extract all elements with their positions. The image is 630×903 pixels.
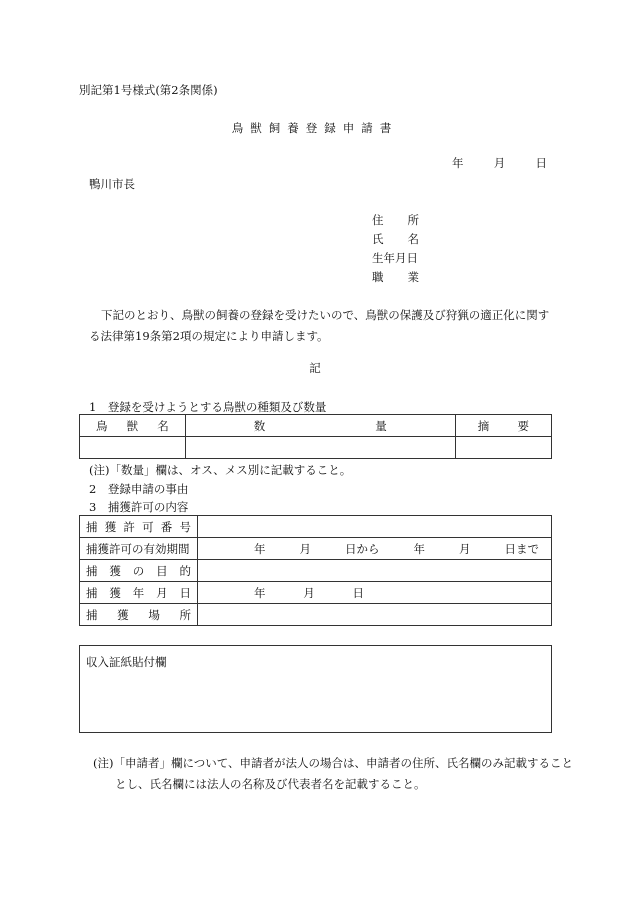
species-cell[interactable] xyxy=(80,437,186,459)
intro-paragraph: 下記のとおり、鳥獣の飼養の登録を受けたいので、鳥獣の保護及び狩猟の適正化に関する法律第19条第2項の規定により申請します。 xyxy=(89,308,550,343)
section-3-heading: 3 捕獲許可の内容 xyxy=(89,500,189,514)
validity-cell[interactable]: 年 月 日から 年 月 日まで xyxy=(198,538,552,560)
section-1-heading: 1 登録を受けようとする鳥獣の種類及び数量 xyxy=(89,400,327,414)
remarks-header: 摘 要 xyxy=(455,415,551,437)
section-2-heading: 2 登録申請の事由 xyxy=(89,482,189,496)
species-header: 鳥 獣 名 xyxy=(80,415,186,437)
date-month: 月 xyxy=(493,156,506,170)
capture-permit-table xyxy=(79,515,552,626)
document-title: 鳥獣飼養登録申請書 xyxy=(231,121,399,135)
revenue-stamp-box xyxy=(79,645,552,733)
capture-place-label: 捕 獲 場 所 xyxy=(80,604,198,626)
form-number-label: 別記第1号様式(第2条関係) xyxy=(79,83,218,97)
purpose-label: 捕 獲 の 目 的 xyxy=(80,560,198,582)
table-row xyxy=(80,582,552,604)
quantity-cell[interactable] xyxy=(185,437,455,459)
table-header-row xyxy=(80,415,552,437)
purpose-cell[interactable] xyxy=(198,560,552,582)
applicant-address-label: 住 所 xyxy=(372,213,419,227)
table-row xyxy=(80,538,552,560)
application-date xyxy=(452,155,547,171)
table-row xyxy=(80,560,552,582)
table-row xyxy=(80,604,552,626)
permit-number-cell[interactable] xyxy=(198,516,552,538)
capture-date-cell[interactable]: 年 月 日 xyxy=(198,582,552,604)
addressee: 鴨川市長 xyxy=(89,177,135,191)
quantity-note: (注)「数量」欄は、オス、メス別に記載すること。 xyxy=(89,463,352,477)
date-day: 日 xyxy=(535,156,547,170)
table-row xyxy=(80,516,552,538)
applicant-fields xyxy=(372,211,419,287)
applicant-occupation-label: 職 業 xyxy=(372,270,419,284)
capture-date-label: 捕 獲 年 月 日 xyxy=(80,582,198,604)
revenue-stamp-label: 収入証紙貼付欄 xyxy=(86,655,167,669)
applicant-name-label: 氏 名 xyxy=(372,232,419,246)
validity-label: 捕獲許可の有効期間 xyxy=(80,538,198,560)
applicant-birthdate-label: 生年月日 xyxy=(372,251,418,265)
remarks-cell[interactable] xyxy=(455,437,551,459)
species-quantity-table xyxy=(79,414,552,459)
capture-place-cell[interactable] xyxy=(198,604,552,626)
ki-heading: 記 xyxy=(309,361,321,375)
date-year: 年 xyxy=(452,156,464,170)
quantity-header: 数 量 xyxy=(185,415,455,437)
table-row xyxy=(80,437,552,459)
applicant-note: (注)「申請者」欄について、申請者が法人の場合は、申請者の住所、氏名欄のみ記載することとし、氏名欄には法人の名称及び代表者名を記載すること。 xyxy=(93,756,574,791)
permit-number-label: 捕 獲 許 可 番 号 xyxy=(80,516,198,538)
